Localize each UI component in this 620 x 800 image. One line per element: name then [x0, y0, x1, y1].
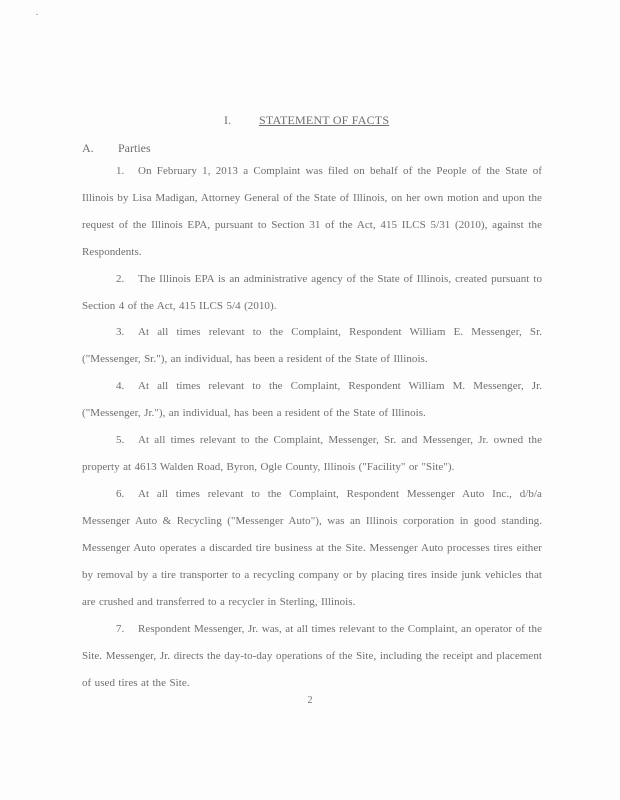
heading-title: STATEMENT OF FACTS — [259, 113, 390, 127]
heading-number: I. — [224, 113, 231, 127]
scan-speck — [36, 14, 38, 15]
paragraph-number: 4. — [116, 380, 125, 392]
paragraph-text: On February 1, 2013 a Complaint was filed on behalf of the People of the State of Illinois by Lisa Madigan, Attorney General of the State of Illinois, on her own motion and upon the request of the Illinois EPA, pursuant to Section 31 of the Act, 415 ILCS 5/31 (2010), against the Respondents. — [82, 165, 542, 258]
paragraph-1 — [82, 158, 542, 266]
paragraph-2 — [82, 266, 542, 320]
subsection-label: Parties — [118, 141, 151, 155]
paragraph-4 — [82, 373, 542, 427]
paragraph-number: 1. — [116, 165, 125, 177]
subsection-letter: A. — [82, 141, 94, 155]
paragraph-text: Respondent Messenger, Jr. was, at all times relevant to the Complaint, an operator of the Site. Messenger, Jr. directs the day-to-day operations of the Site, including the receipt and placement of used tires at the Site. — [82, 623, 542, 689]
paragraph-text: At all times relevant to the Complaint, Messenger, Sr. and Messenger, Jr. owned the property at 4613 Walden Road, Byron, Ogle County, Illinois ("Facility" or "Site"). — [82, 434, 542, 473]
paragraph-text: At all times relevant to the Complaint, Respondent William M. Messenger, Jr. ("Messenger, Jr."), an individual, has been a resident of the State of Illinois. — [82, 380, 542, 419]
paragraph-text: At all times relevant to the Complaint, Respondent Messenger Auto Inc., d/b/a Messenger Auto & Recycling ("Messenger Auto"), was an Illinois corporation in good standing. Messenger Auto operates a discarded tire business at the Site. Messenger Auto processes tires either by removal by a tire transporter to a recycling company or by placing tires inside junk vehicles that are crushed and transferred to a recycler in Sterling, Illinois. — [82, 488, 542, 608]
paragraph-5 — [82, 427, 542, 481]
paragraph-3 — [82, 319, 542, 373]
paragraph-number: 7. — [116, 623, 125, 635]
paragraph-6 — [82, 481, 542, 616]
paragraph-text: The Illinois EPA is an administrative agency of the State of Illinois, created pursuant to Section 4 of the Act, 415 ILCS 5/4 (2010). — [82, 273, 542, 312]
paragraph-number: 3. — [116, 326, 125, 338]
paragraph-text: At all times relevant to the Complaint, Respondent William E. Messenger, Sr. ("Messenger, Sr."), an individual, has been a resident of the State of Illinois. — [82, 326, 542, 365]
paragraph-7 — [82, 616, 542, 697]
paragraph-number: 2. — [116, 273, 125, 285]
page-number: 2 — [307, 695, 313, 706]
paragraph-number: 6. — [116, 488, 125, 500]
paragraph-number: 5. — [116, 434, 125, 446]
